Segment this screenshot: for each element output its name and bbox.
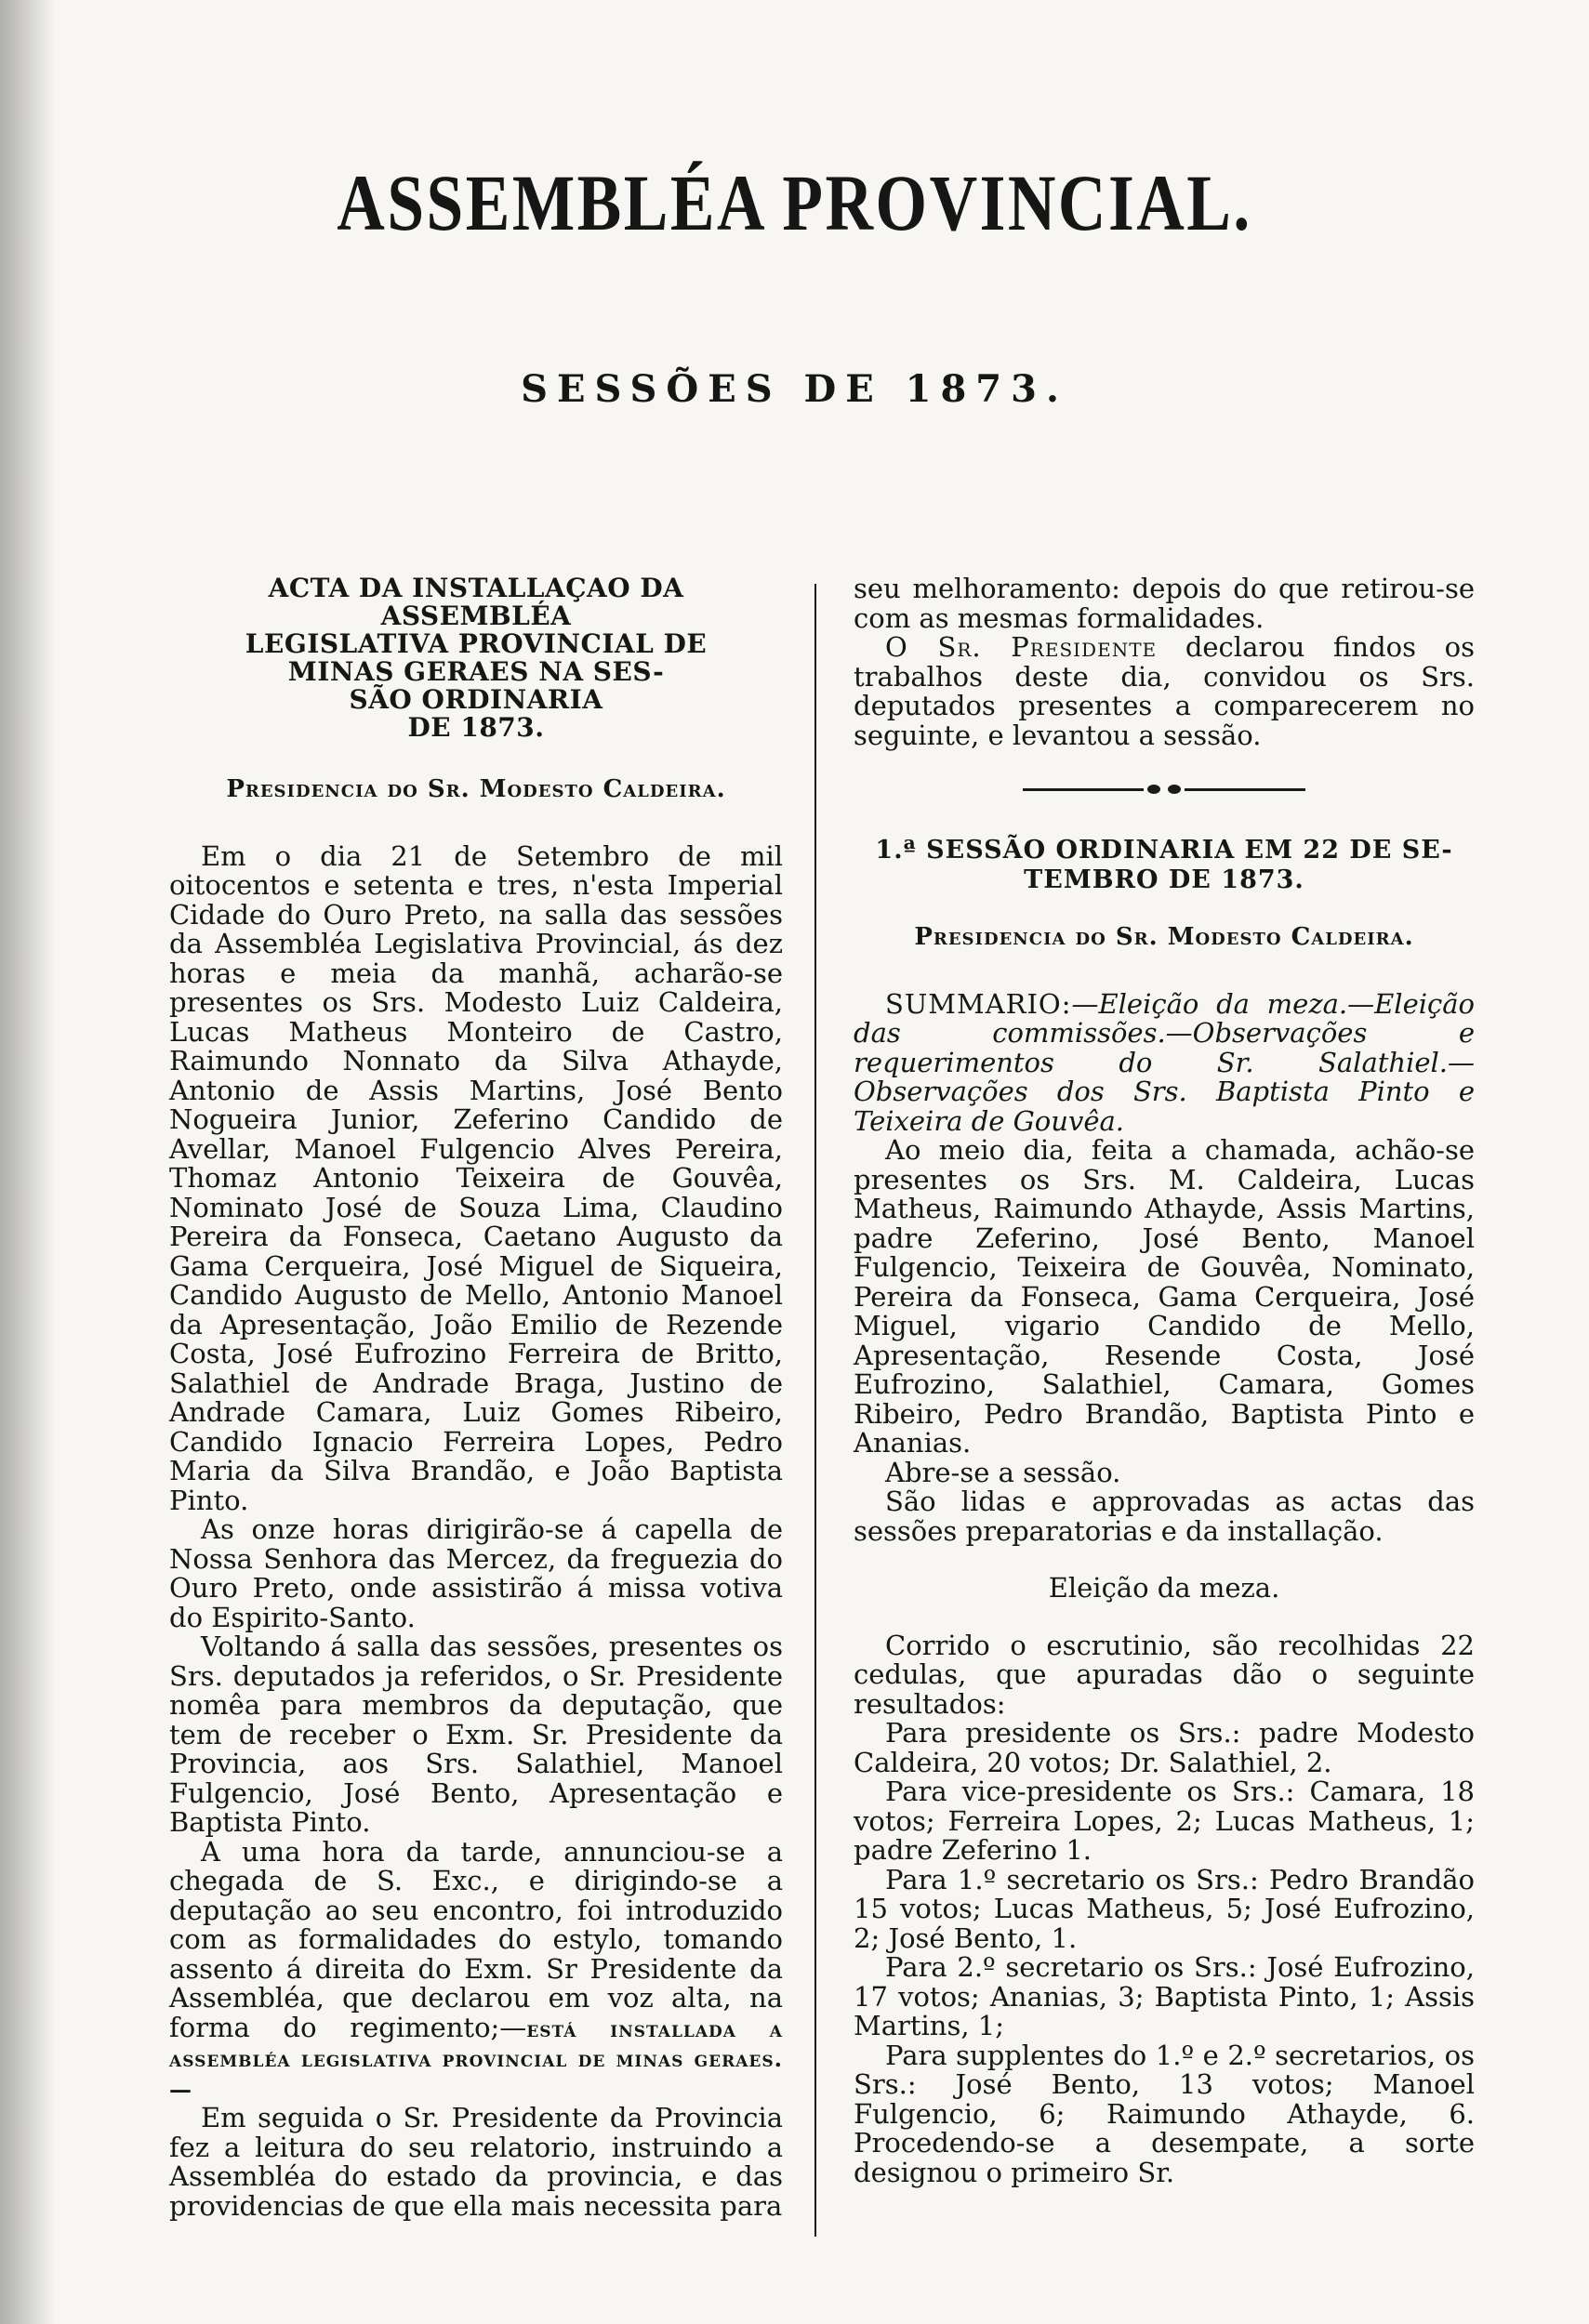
paragraph: Voltando á salla das sessões, presentes os Srs. deputados ja referidos, o Sr. Presidente nomêa para membros da deputação, que tem de receber o Exm. Sr. Presidente da Provincia, aos Srs. Salathiel, Manoel Fulgencio, José Bento, Apresentação e Baptista Pinto. — [169, 1631, 783, 1838]
separator-ornament — [1147, 785, 1160, 794]
paragraph: Para vice-presidente os Srs.: Camara, 18 votos; Ferreira Lopes, 2; Lucas Matheus, 1; padre Zeferino 1. — [854, 1776, 1475, 1866]
acta-heading-line: SÃO ORDINARIA — [349, 684, 603, 715]
paragraph: Para presidente os Srs.: padre Modesto Caldeira, 20 votos; Dr. Salathiel, 2. — [854, 1717, 1475, 1778]
paragraph — [854, 633, 1475, 750]
page-subtitle: SESSÕES DE 1873. — [521, 367, 1068, 411]
paragraph: Para 2.º secretario os Srs.: José Eufrozino, 17 votos; Ananias, 3; Baptista Pinto, 1; Assis Martins, 1; — [854, 1951, 1475, 2041]
speaker-name: O Sr. Presidente — [885, 631, 1158, 663]
paragraph: As onze horas dirigirão-se á capella de Nossa Senhora das Mercez, da freguezia do Ouro Preto, onde assistirão á missa votiva do Espirito-Santo. — [169, 1513, 783, 1633]
left-column — [169, 574, 783, 2221]
paragraph: seu melhoramento: depois do que retirou-se com as mesmas formalidades. — [854, 573, 1475, 634]
presidency-line: Presidencia do Sr. Modesto Caldeira. — [226, 775, 726, 803]
summary-text: —Eleição da meza.—Eleição das commissões.—Observações e requerimentos do Sr. Salathiel.—Observações dos Srs. Baptista Pinto e Teixeira de Gouvêa. — [854, 987, 1475, 1137]
acta-heading — [169, 574, 783, 742]
presidency-line: Presidencia do Sr. Modesto Caldeira. — [914, 923, 1414, 951]
separator-line — [1023, 788, 1144, 791]
acta-heading-line: MINAS GERAES NA SES- — [287, 656, 665, 687]
paragraph-text: A uma hora da tarde, annunciou-se a chegada de S. Exc., e dirigindo-se a deputação ao seu encontro, foi introduzido com as formalidades do estylo, tomando assento á direita do Exm. Sr Presidente da Assembléa, que declarou em voz alta, na forma do regimento;— — [169, 1835, 783, 2043]
session-heading-line: 1.ª SESSÃO ORDINARIA EM 22 DE SE- — [875, 836, 1453, 865]
paragraph: Em o dia 21 de Setembro de mil oitocentos e setenta e tres, n'esta Imperial Cidade do Ouro Preto, na salla das sessões da Assembléa Legislativa Provincial, ás dez horas e meia da manhã, acharão-se presentes os Srs. Modesto Luiz Caldeira, Lucas Matheus Monteiro de Castro, Raimundo Nonnato da Silva Athayde, Antonio de Assis Martins, José Bento Nogueira Junior, Zeferino Candido de Avellar, Manoel Fulgencio Alves Pereira, Thomaz Antonio Teixeira de Gouvêa, Nominato José de Souza Lima, Claudino Pereira da Fonseca, Caetano Augusto da Gama Cerqueira, José Miguel de Siqueira, Candido Augusto de Mello, Antonio Manoel da Apresentação, João Emilio de Rezende Costa, José Eufrozino Ferreira de Britto, Salathiel de Andrade Braga, Justino de Andrade Camara, Luiz Gomes Ribeiro, Candido Ignacio Ferreira Lopes, Pedro Maria da Silva Brandão, e João Baptista Pinto. — [169, 839, 783, 1516]
installation-declaration: está installada a assembléa legislativa provincial de minas geraes.— — [169, 2014, 783, 2103]
session-heading-line: TEMBRO DE 1873. — [1024, 865, 1304, 894]
paragraph-text: declarou findos os trabalhos deste dia, convidou os Srs. deputados presentes a comparecerem no seguinte, e levantou a sessão. — [854, 631, 1475, 751]
section-separator — [854, 771, 1475, 808]
acta-heading-line: DE 1873. — [407, 712, 545, 743]
subsection-heading: Eleição da meza. — [1048, 1572, 1280, 1604]
summary — [854, 987, 1475, 1137]
paragraph: Ao meio dia, feita a chamada, achão-se presentes os Srs. M. Caldeira, Lucas Matheus, Raimundo Athayde, Assis Martins, padre Zeferino, José Bento, Manoel Fulgencio, Teixeira de Gouvêa, Nominato, Pereira da Fonseca, Gama Cerqueira, José Miguel, vigario Candido de Mello, Apresentação, Resende Costa, José Eufrozino, Salathiel, Camara, Gomes Ribeiro, Pedro Brandão, Baptista Pinto e Ananias. — [854, 1134, 1475, 1459]
paragraph: Em seguida o Sr. Presidente da Provincia fez a leitura do seu relatorio, instruindo a Assembléa do estado da provincia, e das providencias de que ella mais necessita para — [169, 2102, 783, 2222]
paragraph: Para supplentes do 1.º e 2.º secretarios, os Srs.: José Bento, 13 votos; Manoel Fulgencio, 6; Raimundo Athayde, 6. Procedendo-se a desempate, a sorte designou o primeiro Sr. — [854, 2039, 1475, 2188]
right-column — [854, 574, 1475, 2187]
paragraph: Para 1.º secretario os Srs.: Pedro Brandão 15 votos; Lucas Matheus, 5; José Eufrozino, 2; José Bento, 1. — [854, 1863, 1475, 1954]
session-heading — [854, 836, 1475, 895]
paragraph: Corrido o escrutinio, são recolhidas 22 cedulas, que apuradas dão o seguinte resultados: — [854, 1629, 1475, 1720]
separator-line — [1185, 788, 1305, 791]
summary-label: SUMMARIO: — [885, 987, 1072, 1020]
page-title: ASSEMBLÉA PROVINCIAL. — [337, 158, 1252, 247]
acta-heading-line: LEGISLATIVA PROVINCIAL DE — [245, 628, 708, 659]
paragraph: São lidas e approvadas as actas das sessões preparatorias e da installação. — [854, 1486, 1475, 1547]
column-divider — [814, 584, 816, 2237]
paragraph: Abre-se a sessão. — [885, 1456, 1121, 1488]
separator-ornament — [1168, 785, 1181, 794]
acta-heading-line: ACTA DA INSTALLAÇAO DA ASSEMBLÉA — [268, 573, 684, 631]
paragraph — [169, 1835, 783, 2105]
page-edge-shadow — [0, 0, 56, 2324]
